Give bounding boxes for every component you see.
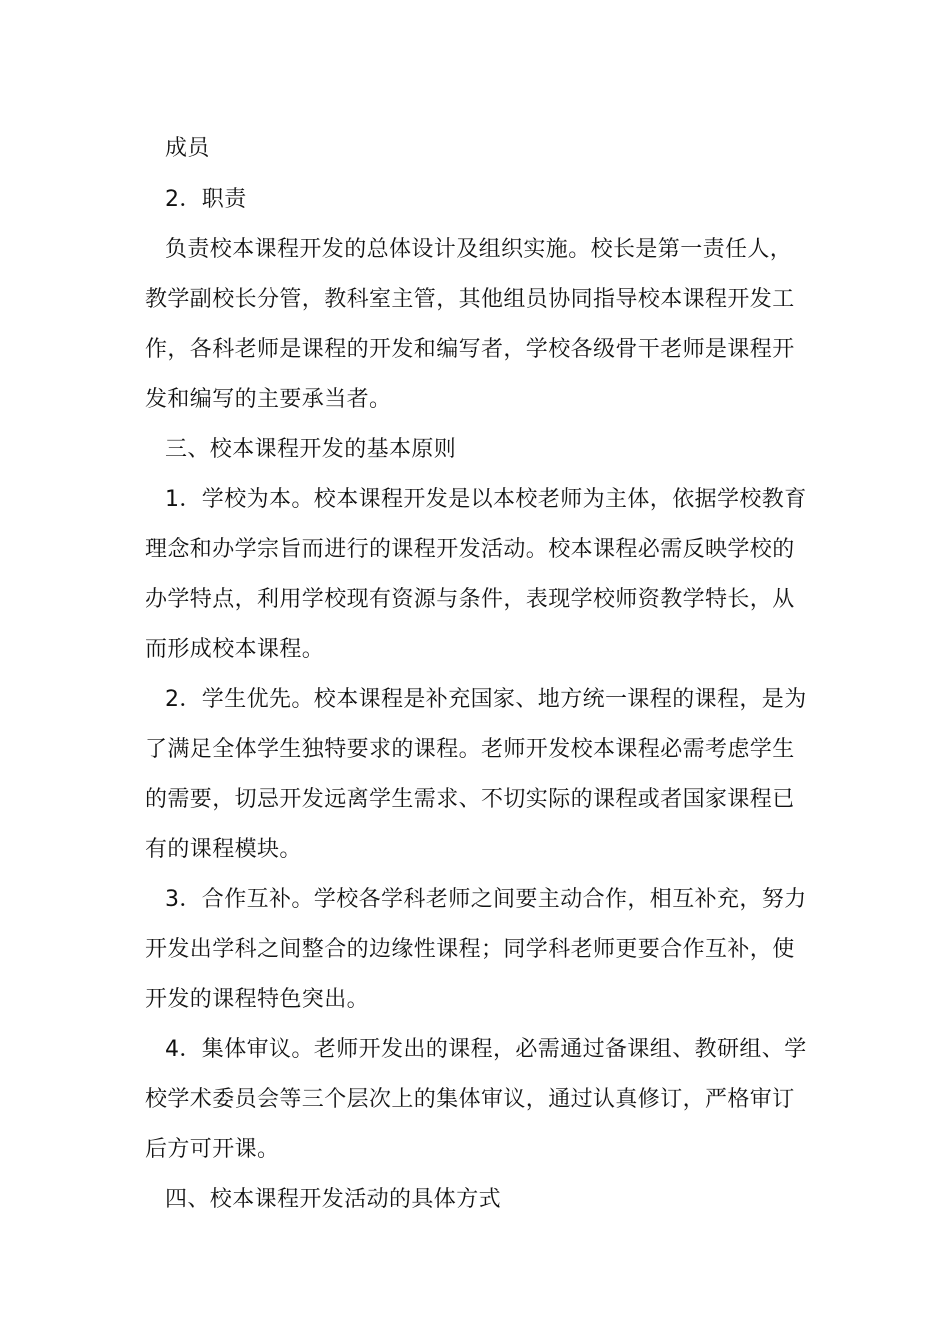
paragraph-line: 而形成校本课程。 [145, 637, 325, 662]
paragraph-line: 办学特点，利用学校现有资源与条件，表现学校师资教学特长，从 [145, 587, 795, 612]
paragraph-line: 4．集体审议。老师开发出的课程，必需通过备课组、教研组、学 [165, 1037, 807, 1062]
paragraph-line: 2．学生优先。校本课程是补充国家、地方统一课程的课程，是为 [165, 687, 807, 712]
paragraph-line: 发和编写的主要承当者。 [145, 387, 392, 412]
paragraph-line: 3．合作互补。学校各学科老师之间要主动合作，相互补充，努力 [165, 887, 807, 912]
paragraph-line: 的需要，切忌开发远离学生需求、不切实际的课程或者国家课程已 [145, 787, 795, 812]
section-heading-principles: 三、校本课程开发的基本原则 [165, 437, 457, 462]
section-heading-methods: 四、校本课程开发活动的具体方式 [165, 1187, 502, 1212]
paragraph-line: 作，各科老师是课程的开发和编写者，学校各级骨干老师是课程开 [145, 337, 795, 362]
paragraph-line: 开发的课程特色突出。 [145, 987, 370, 1012]
paragraph-line: 教学副校长分管，教科室主管，其他组员协同指导校本课程开发工 [145, 287, 795, 312]
paragraph-line: 负责校本课程开发的总体设计及组织实施。校长是第一责任人， [165, 237, 793, 262]
paragraph-line: 了满足全体学生独特要求的课程。老师开发校本课程必需考虑学生 [145, 737, 795, 762]
paragraph-line: 开发出学科之间整合的边缘性课程；同学科老师更要合作互补，使 [145, 937, 795, 962]
paragraph-line: 1．学校为本。校本课程开发是以本校老师为主体，依据学校教育 [165, 487, 807, 512]
paragraph-line: 后方可开课。 [145, 1137, 280, 1162]
text-line-member: 成员 [165, 136, 210, 161]
heading-duties: 2．职责 [165, 187, 247, 212]
paragraph-line: 理念和办学宗旨而进行的课程开发活动。校本课程必需反映学校的 [145, 537, 795, 562]
paragraph-line: 校学术委员会等三个层次上的集体审议，通过认真修订，严格审订 [145, 1087, 795, 1112]
paragraph-line: 有的课程模块。 [145, 837, 302, 862]
